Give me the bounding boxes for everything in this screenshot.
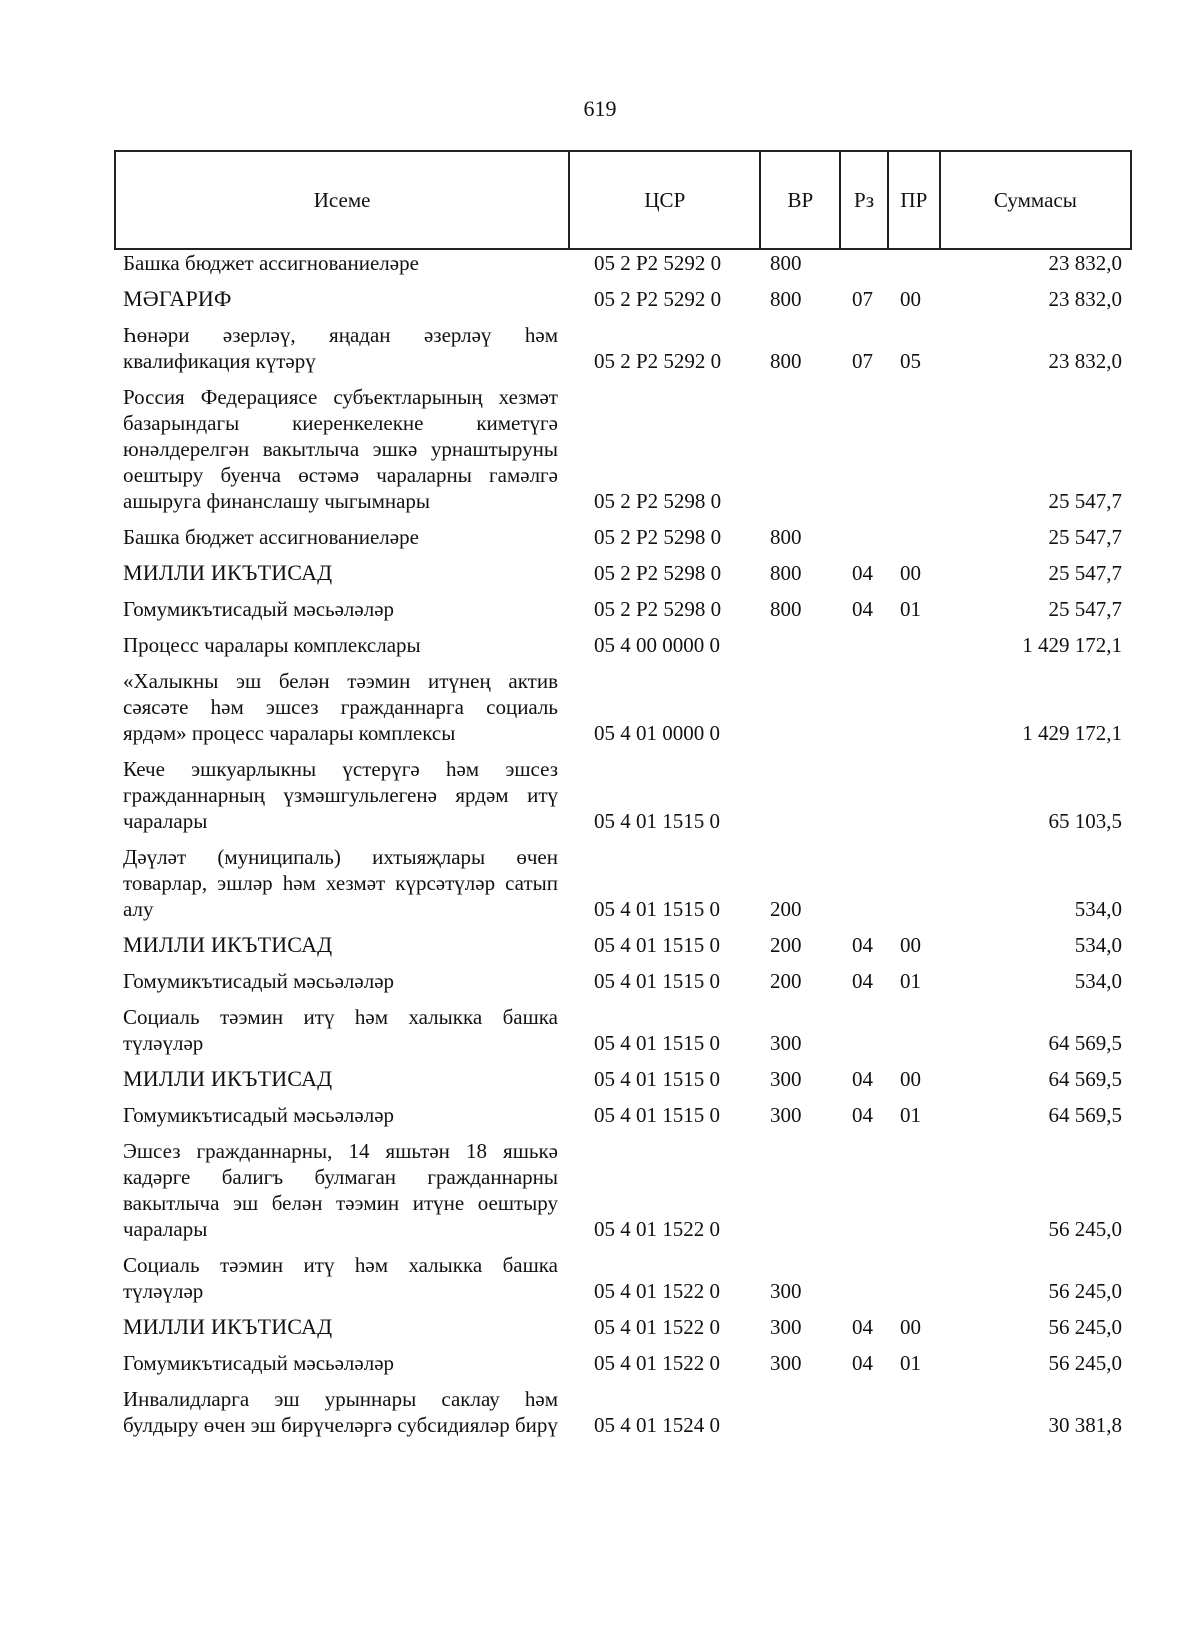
row-csr: 05 4 01 1515 0 — [594, 969, 720, 993]
table-row — [114, 844, 1132, 922]
row-name: «Халыкны эш белән тәэмин итүнең актив сәясәте һәм эшсез гражданнарга социаль ярдәм» процесс чаралары комплексы — [123, 669, 558, 745]
row-vr: 800 — [770, 349, 802, 373]
row-vr: 300 — [770, 1067, 802, 1091]
row-sum: 534,0 — [1074, 933, 1122, 957]
row-name: Процесс чаралары комплекслары — [123, 633, 421, 657]
row-name: Эшсез гражданнарны, 14 яшьтән 18 яшькә кадәрге балигъ булмаган гражданнарны вакытлыча эш белән тәэмин итүне оештыру чаралары — [123, 1139, 558, 1241]
row-pr: 01 — [900, 1351, 921, 1375]
row-csr: 05 4 00 0000 0 — [594, 633, 720, 657]
header-name: Исеме — [116, 152, 570, 248]
row-vr: 300 — [770, 1315, 802, 1339]
row-csr: 05 2 Р2 5292 0 — [594, 349, 722, 373]
row-name: Социаль тәэмин итү һәм халыкка башка түләүләр — [123, 1253, 558, 1303]
table-row — [114, 384, 1132, 514]
row-vr: 200 — [770, 933, 802, 957]
header-sum: Суммасы — [993, 187, 1077, 212]
header-csr: ЦСР — [570, 152, 761, 248]
row-csr: 05 4 01 1522 0 — [594, 1279, 720, 1303]
row-rz: 04 — [852, 561, 873, 585]
row-sum: 64 569,5 — [1048, 1103, 1122, 1127]
row-name: Социаль тәэмин итү һәм халыкка башка түләүләр — [123, 1005, 558, 1055]
row-csr: 05 4 01 1515 0 — [594, 933, 720, 957]
table-row — [114, 668, 1132, 746]
row-sum: 23 832,0 — [1048, 287, 1122, 311]
row-name: МИЛЛИ ИКЪТИСАД — [123, 560, 333, 585]
table-body — [114, 250, 1132, 1448]
page-number: 619 — [583, 96, 617, 121]
row-vr: 800 — [770, 525, 802, 549]
row-sum: 1 429 172,1 — [1022, 633, 1122, 657]
row-name: Кече эшкуарлыкны үстерүгә һәм эшсез гражданнарның үзмәшгульлегенә ярдәм итү чаралары — [123, 757, 558, 833]
row-sum: 25 547,7 — [1048, 561, 1122, 585]
row-csr: 05 4 01 1515 0 — [594, 1103, 720, 1127]
row-sum: 1 429 172,1 — [1022, 721, 1122, 745]
row-rz: 04 — [852, 933, 873, 957]
table-row — [114, 596, 1132, 622]
row-rz: 07 — [852, 287, 873, 311]
table-row — [114, 1350, 1132, 1376]
row-rz: 04 — [852, 597, 873, 621]
table-row — [114, 250, 1132, 276]
row-pr: 00 — [900, 287, 921, 311]
row-rz: 04 — [852, 1351, 873, 1375]
row-name: Гомумикътисадый мәсьәләләр — [123, 1103, 395, 1127]
row-name: Башка бюджет ассигнованиеләре — [123, 251, 419, 275]
row-csr: 05 4 01 1515 0 — [594, 1067, 720, 1091]
row-name: МИЛЛИ ИКЪТИСАД — [123, 1066, 333, 1091]
table-header — [114, 150, 1132, 250]
row-vr: 800 — [770, 561, 802, 585]
row-sum: 56 245,0 — [1048, 1351, 1122, 1375]
table-row — [114, 286, 1132, 312]
table-row — [114, 1138, 1132, 1242]
row-vr: 200 — [770, 969, 802, 993]
row-csr: 05 2 Р2 5298 0 — [594, 525, 722, 549]
row-name: МӘГАРИФ — [123, 286, 232, 311]
row-rz: 04 — [852, 1315, 873, 1339]
row-sum: 64 569,5 — [1048, 1067, 1122, 1091]
header-rz: Рз — [841, 152, 889, 248]
row-sum: 25 547,7 — [1048, 489, 1122, 513]
row-name: Гомумикътисадый мәсьәләләр — [123, 1351, 395, 1375]
row-pr: 01 — [900, 597, 921, 621]
row-name: МИЛЛИ ИКЪТИСАД — [123, 1314, 333, 1339]
table-row — [114, 524, 1132, 550]
row-name: МИЛЛИ ИКЪТИСАД — [123, 932, 333, 957]
table-row — [114, 1314, 1132, 1340]
row-sum: 64 569,5 — [1048, 1031, 1122, 1055]
table-row — [114, 1066, 1132, 1092]
row-vr: 300 — [770, 1279, 802, 1303]
row-sum: 534,0 — [1074, 897, 1122, 921]
table-row — [114, 632, 1132, 658]
header-pr: ПР — [889, 152, 941, 248]
table-row — [114, 1102, 1132, 1128]
table-row — [114, 968, 1132, 994]
row-csr: 05 4 01 1515 0 — [594, 809, 720, 833]
row-pr: 01 — [900, 1103, 921, 1127]
row-sum: 534,0 — [1074, 969, 1122, 993]
row-sum: 56 245,0 — [1048, 1279, 1122, 1303]
row-sum: 25 547,7 — [1048, 525, 1122, 549]
table-row — [114, 1252, 1132, 1304]
row-pr: 01 — [900, 969, 921, 993]
row-pr: 05 — [900, 349, 921, 373]
row-pr: 00 — [900, 933, 921, 957]
row-vr: 200 — [770, 897, 802, 921]
row-csr: 05 2 Р2 5298 0 — [594, 489, 722, 513]
row-vr: 800 — [770, 597, 802, 621]
table-row — [114, 560, 1132, 586]
row-pr: 00 — [900, 561, 921, 585]
row-csr: 05 4 01 1524 0 — [594, 1413, 720, 1437]
row-vr: 800 — [770, 251, 802, 275]
row-csr: 05 2 Р2 5292 0 — [594, 251, 722, 275]
row-csr: 05 2 Р2 5298 0 — [594, 597, 722, 621]
row-csr: 05 4 01 1515 0 — [594, 897, 720, 921]
table-row — [114, 1386, 1132, 1438]
row-rz: 04 — [852, 969, 873, 993]
row-pr: 00 — [900, 1067, 921, 1091]
row-csr: 05 4 01 1515 0 — [594, 1031, 720, 1055]
row-vr: 300 — [770, 1351, 802, 1375]
row-csr: 05 4 01 0000 0 — [594, 721, 720, 745]
row-sum: 23 832,0 — [1048, 251, 1122, 275]
row-name: Гомумикътисадый мәсьәләләр — [123, 597, 395, 621]
row-rz: 04 — [852, 1067, 873, 1091]
header-vr: ВР — [761, 152, 841, 248]
row-vr: 300 — [770, 1103, 802, 1127]
row-name: Башка бюджет ассигнованиеләре — [123, 525, 419, 549]
row-sum: 25 547,7 — [1048, 597, 1122, 621]
row-rz: 07 — [852, 349, 873, 373]
row-vr: 300 — [770, 1031, 802, 1055]
table-row — [114, 932, 1132, 958]
table-row — [114, 1004, 1132, 1056]
row-vr: 800 — [770, 287, 802, 311]
row-csr: 05 2 Р2 5298 0 — [594, 561, 722, 585]
row-csr: 05 2 Р2 5292 0 — [594, 287, 722, 311]
row-csr: 05 4 01 1522 0 — [594, 1315, 720, 1339]
row-name: Россия Федерациясе субъектларының хезмәт базарындагы киеренкелекне киметүгә юнәлдерелгән вакытлыча эшкә урнаштыруны оештыру буенча өстәмә чараларны гамәлгә ашыруга финанслашу чыгымнары — [123, 385, 558, 513]
row-name: Һөнәри әзерләү, яңадан әзерләү һәм квалификация күтәрү — [123, 323, 558, 373]
row-name: Гомумикътисадый мәсьәләләр — [123, 969, 395, 993]
row-csr: 05 4 01 1522 0 — [594, 1217, 720, 1241]
table-row — [114, 322, 1132, 374]
row-sum: 56 245,0 — [1048, 1315, 1122, 1339]
row-sum: 65 103,5 — [1048, 809, 1122, 833]
row-sum: 56 245,0 — [1048, 1217, 1122, 1241]
row-sum: 30 381,8 — [1048, 1413, 1122, 1437]
table-row — [114, 756, 1132, 834]
row-name: Инвалидларга эш урыннары саклау һәм булдыру өчен эш бирүчеләргә субсидияләр бирү — [123, 1387, 558, 1437]
row-name: Дәүләт (муниципаль) ихтыяҗлары өчен товарлар, эшләр һәм хезмәт күрсәтүләр сатып алу — [123, 845, 558, 921]
row-csr: 05 4 01 1522 0 — [594, 1351, 720, 1375]
row-rz: 04 — [852, 1103, 873, 1127]
row-pr: 00 — [900, 1315, 921, 1339]
row-sum: 23 832,0 — [1048, 349, 1122, 373]
